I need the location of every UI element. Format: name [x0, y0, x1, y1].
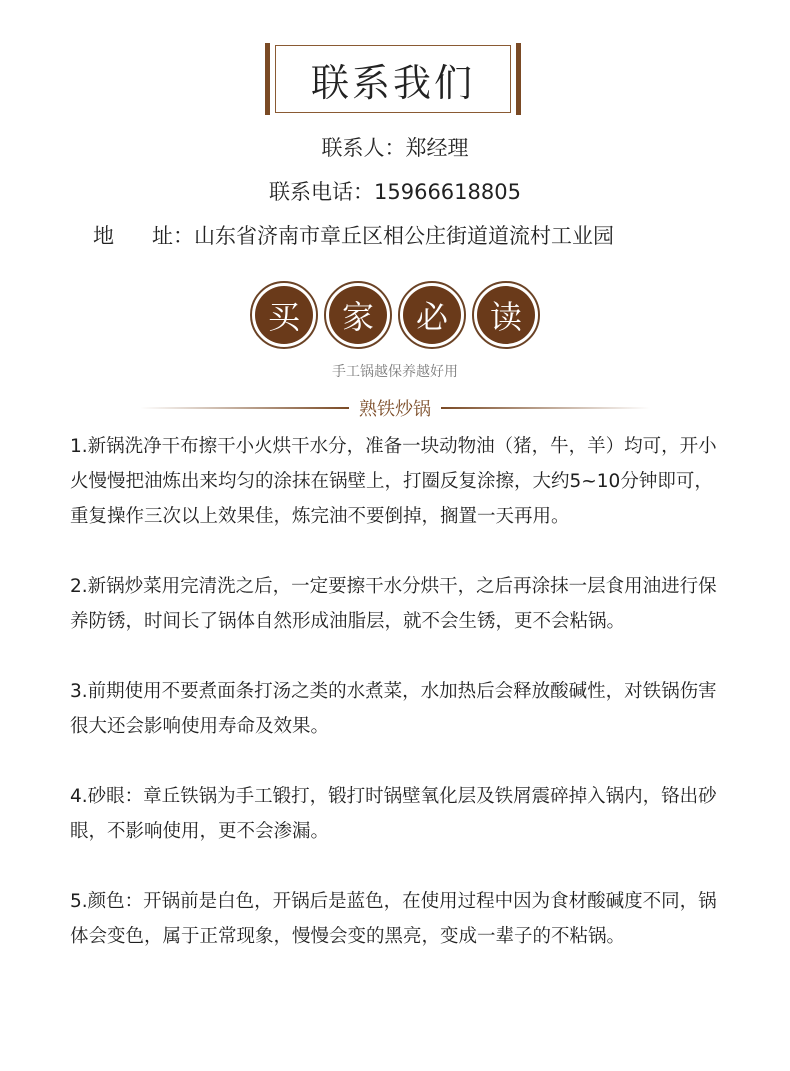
- instruction-paragraph: 2.新锅炒菜用完清洗之后，一定要擦干水分烘干，之后再涂抹一层食用油进行保养防锈，时间长了锅体自然形成油脂层，就不会生锈，更不会粘锅。: [70, 576, 717, 632]
- badge-circle: [250, 281, 318, 349]
- divider-line-right: [441, 407, 650, 409]
- instruction-paragraph: 1.新锅洗净干布擦干小火烘干水分，准备一块动物油（猪，牛，羊）均可，开小火慢慢把油炼出来均匀的涂抹在锅壁上，打圈反复涂擦，大约5~10分钟即可，重复操作三次以上效果佳，炼完油不要倒掉，搁置一天再用。: [70, 436, 717, 527]
- section-divider: [140, 395, 650, 421]
- address-label-1: 地: [93, 224, 114, 248]
- instruction-paragraph: 5.颜色：开锅前是白色，开锅后是蓝色，在使用过程中因为食材酸碱度不同，锅体会变色，属于正常现象，慢慢会变的黑亮，变成一辈子的不粘锅。: [70, 891, 717, 947]
- divider-line-left: [140, 407, 349, 409]
- badge-circle: [324, 281, 392, 349]
- badge-circle: [472, 281, 540, 349]
- address-label-2: 址：: [152, 224, 194, 248]
- contact-address-row: [93, 220, 614, 250]
- title-left-bar: [265, 43, 270, 115]
- badge-char: 买: [255, 286, 313, 344]
- section-heading: 熟铁炒锅: [359, 399, 431, 420]
- contact-phone: 联系电话：15966618805: [269, 180, 521, 204]
- care-instructions: [70, 429, 730, 989]
- contact-title: 联系我们: [310, 60, 475, 105]
- title-right-bar: [516, 43, 521, 115]
- tagline: 手工锅越保养越好用: [332, 364, 458, 380]
- address-text: 山东省济南市章丘区相公庄街道道流村工业园: [194, 224, 614, 248]
- instruction-paragraph: 4.砂眼：章丘铁锅为手工锻打，锻打时锅壁氧化层及铁屑震碎掉入锅内，铬出砂眼，不影响使用，更不会渗漏。: [70, 786, 717, 842]
- title-inner-box: [275, 45, 511, 113]
- contact-person: 联系人：郑经理: [321, 136, 469, 160]
- badge-char: 读: [477, 286, 535, 344]
- badge-char: 必: [403, 286, 461, 344]
- badge-char: 家: [329, 286, 387, 344]
- instruction-paragraph: 3.前期使用不要煮面条打汤之类的水煮菜，水加热后会释放酸碱性，对铁锅伤害很大还会影响使用寿命及效果。: [70, 681, 717, 737]
- badge-circle: [398, 281, 466, 349]
- contact-title-frame: [265, 43, 521, 115]
- must-read-badges: [250, 281, 540, 351]
